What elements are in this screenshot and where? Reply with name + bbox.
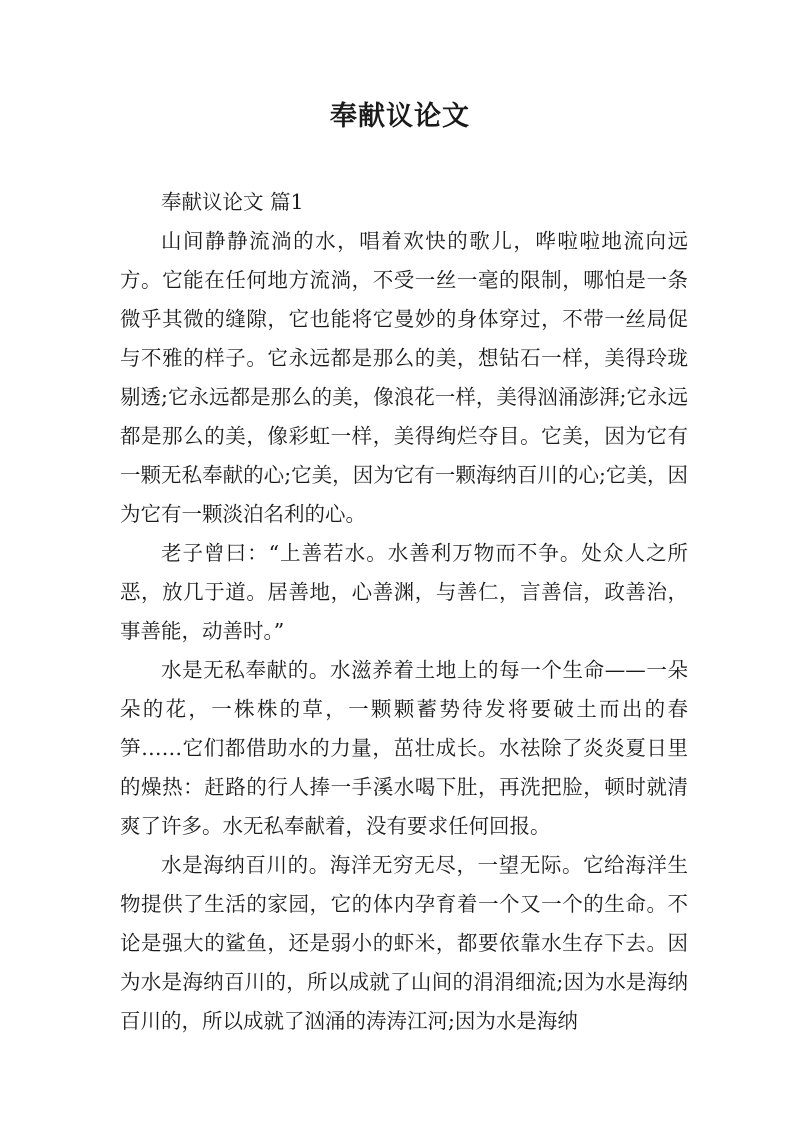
paragraph: 山间静静流淌的水，唱着欢快的歌儿，哗啦啦地流向远方。它能在任何地方流淌，不受一丝一毫的限制，哪怕是一条微乎其微的缝隙，它也能将它曼妙的身体穿过，不带一丝局促与不雅的样子。它永远都是那么的美，想钻石一样，美得玲珑剔透;它永远都是那么的美，像浪花一样，美得汹涌澎湃;它永远都是那么的美，像彩虹一样，美得绚烂夺目。它美，因为它有一颗无私奉献的心;它美，因为它有一颗海纳百川的心;它美，因为它有一颗淡泊名利的心。	[120, 229, 688, 526]
paragraph: 老子曾曰：“上善若水。水善利万物而不争。处众人之所恶，放几于道。居善地，心善渊，与善仁，言善信，政善治，事善能，动善时。”	[120, 541, 688, 643]
section-heading: 奉献议论文 篇1	[161, 190, 304, 214]
paragraph: 水是海纳百川的。海洋无穷无尽，一望无际。它给海洋生物提供了生活的家园，它的体内孕育着一个又一个的生命。不论是强大的鲨鱼，还是弱小的虾米，都要依靠水生存下去。因为水是海纳百川的，所以成就了山间的涓涓细流;因为水是海纳百川的，所以成就了汹涌的涛涛江河;因为水是海纳	[120, 853, 688, 1033]
document-body	[120, 183, 688, 1041]
document-title: 奉献议论文	[330, 101, 470, 132]
paragraph: 水是无私奉献的。水滋养着土地上的每一个生命——一朵朵的花，一株株的草，一颗颗蓄势待发将要破土而出的春笋……它们都借助水的力量，茁壮成长。水祛除了炎炎夏日里的燥热：赶路的行人捧一手溪水喝下肚，再洗把脸，顿时就清爽了许多。水无私奉献着，没有要求任何回报。	[120, 658, 688, 838]
